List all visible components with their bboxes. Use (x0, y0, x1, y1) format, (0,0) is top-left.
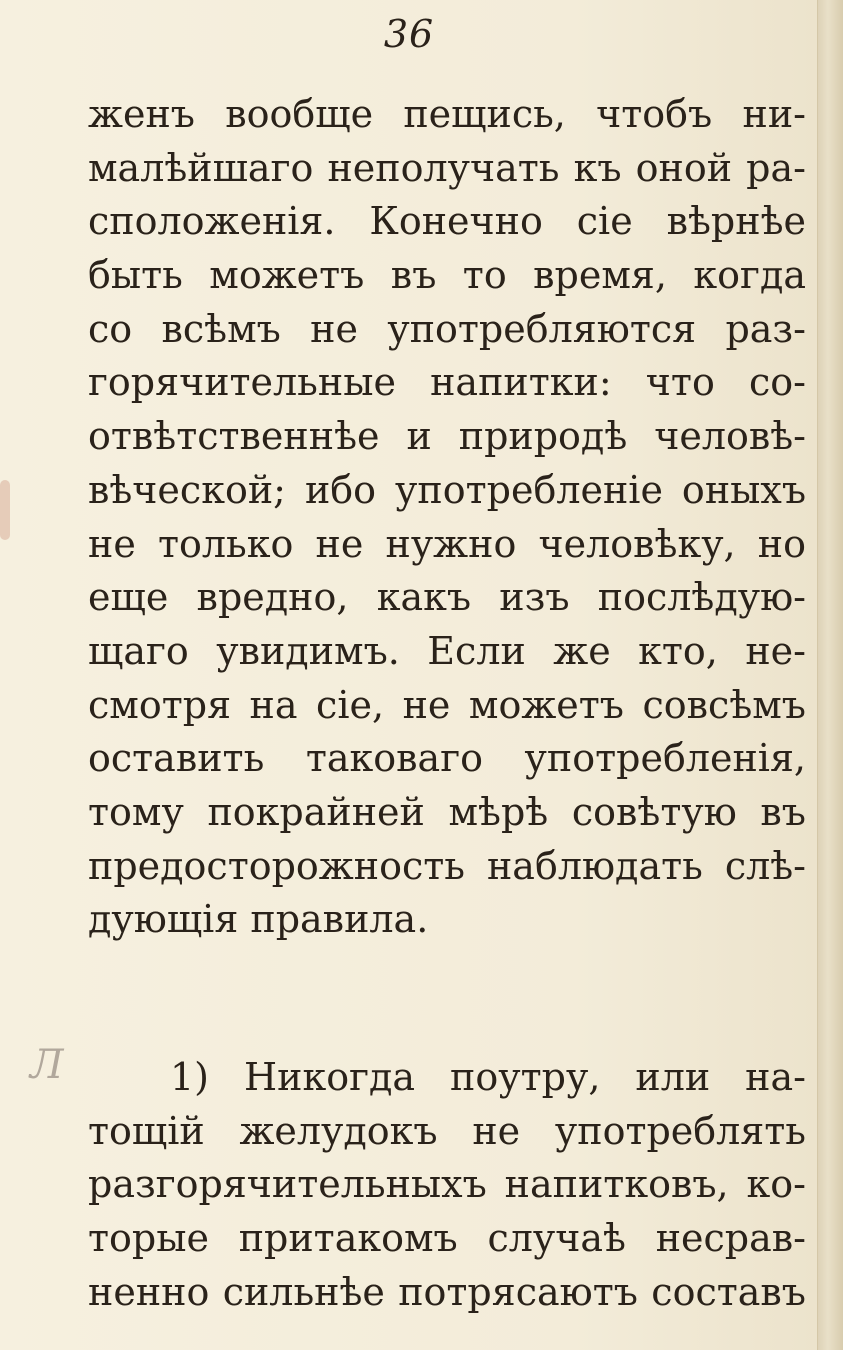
text-line: торые притакомъ случаѣ несрав- (88, 1216, 806, 1261)
paragraph-2 (88, 1051, 806, 1319)
text-line: ненно сильнѣе потрясаютъ составъ (88, 1269, 806, 1314)
text-line: еще вредно, какъ изъ послѣдую- (88, 575, 806, 620)
page-number: 36 (383, 12, 435, 56)
text-line: тому покрайней мѣрѣ совѣтую въ (88, 789, 806, 834)
text-line: вѣческой; ибо употребленіе оныхъ (88, 467, 806, 512)
text-line: дующія правила. (88, 897, 429, 942)
text-line: со всѣмъ не употребляются раз- (88, 306, 806, 351)
text-line: оставить таковаго употребленія, (88, 736, 806, 781)
text-line: щаго увидимъ. Если же кто, не- (88, 628, 806, 673)
text-line: не только не нужно человѣку, но (88, 521, 806, 566)
text-line: горячительные напитки: что со- (88, 360, 806, 405)
text-line: малѣйшаго неполучать къ оной ра- (88, 145, 806, 190)
text-line: смотря на сіе, не можетъ совсѣмъ (88, 682, 806, 727)
paragraph-1 (88, 88, 806, 947)
text-line: сположенія. Конечно сіе вѣрнѣе (88, 199, 806, 244)
text-line: тощій желудокъ не употреблять (88, 1108, 806, 1153)
text-line: 1) Никогда поутру, или на- (170, 1055, 806, 1099)
paper-stain (0, 480, 10, 540)
paragraph-gap (88, 947, 806, 1051)
body-text (88, 88, 806, 1319)
page-gutter (817, 0, 843, 1350)
text-line: женъ вообще пещись, чтобъ ни- (88, 92, 806, 136)
text-line: разгорячительныхъ напитковъ, ко- (88, 1162, 806, 1207)
text-line: быть можетъ въ то время, когда (88, 253, 806, 298)
text-line: предосторожность наблюдать слѣ- (88, 843, 806, 888)
margin-pencil-mark: Л (30, 1042, 64, 1088)
text-line: отвѣтственнѣе и природѣ человѣ- (88, 414, 806, 459)
